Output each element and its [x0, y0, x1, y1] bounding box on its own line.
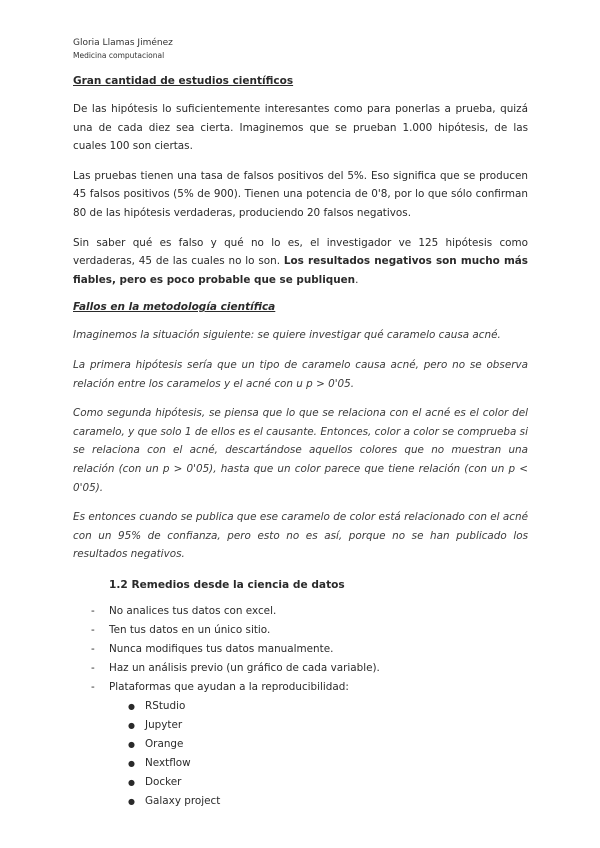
list-item: ● RStudio — [73, 697, 528, 716]
paragraph-italic: Es entonces cuando se publica que ese caramelo de color está relacionado con el acné con un 95% de confianza, pero esto no es así, porque no se han publicado los resultados negativos. — [73, 511, 528, 561]
paragraph: Las pruebas tienen una tasa de falsos positivos del 5%. Eso significa que se producen 45 falsos positivos (5% de 900). Tienen una potencia de 0'8, por lo que sólo confirman 80 de las hipótesis verdaderas, produciendo 20 falsos negativos. — [73, 169, 528, 219]
section-title-fallos: Fallos en la metodología científica — [73, 301, 276, 314]
list-item: ● Jupyter — [73, 716, 528, 735]
list-item: ● Nextflow — [73, 754, 528, 773]
paragraph — [73, 234, 528, 290]
paragraph: De las hipótesis lo suficientemente interesantes como para ponerlas a prueba, quizá una de cada diez sea cierta. Imaginemos que se prueban 1.000 hipótesis, de las cuales 100 son ciertas. — [73, 103, 528, 153]
header-subject: Medicina computacional — [73, 51, 165, 60]
list-item: ● Docker — [73, 773, 528, 792]
paragraph-end: . — [355, 273, 359, 286]
platforms-list — [73, 697, 528, 811]
paragraph-bold-text: Los resultados negativos son mucho más fiables, pero es poco probable que se publiquen — [73, 255, 528, 286]
list-item: - No analices tus datos con excel. — [73, 602, 528, 621]
list-item: - Ten tus datos en un único sitio. — [73, 621, 528, 640]
document-body — [73, 74, 528, 811]
list-item: ● Orange — [73, 735, 528, 754]
page-header — [73, 37, 173, 62]
header-author: Gloria Llamas Jiménez — [73, 38, 173, 48]
subsection-title-remedios: 1.2 Remedios desde la ciencia de datos — [109, 578, 345, 591]
paragraph-italic: Imaginemos la situación siguiente: se quiere investigar qué caramelo causa acné. — [73, 329, 501, 342]
list-item: - Nunca modifiques tus datos manualmente. — [73, 640, 528, 659]
paragraph-italic: La primera hipótesis sería que un tipo de caramelo causa acné, pero no se observa relación entre los caramelos y el acné con u p > 0'05. — [73, 358, 528, 390]
list-item: ● Galaxy project — [73, 792, 528, 811]
paragraph-italic: Como segunda hipótesis, se piensa que lo que se relaciona con el acné es el color del caramelo, y que solo 1 de ellos es el causante. Entonces, color a color se comprueba si se relaciona con el acné, descartándose aquellos colores que no muestran una relación (con un p > 0'05), hasta que un color parece que tiene relación (con un p < 0'05). — [73, 407, 528, 494]
list-item: - Haz un análisis previo (un gráfico de cada variable). — [73, 659, 528, 678]
paragraph-text: Sin saber qué es falso y qué no lo es, el investigador ve 125 hipótesis como verdaderas, 45 de las cuales no lo son. — [73, 236, 528, 268]
list-item: - Plataformas que ayudan a la reproducibilidad: — [73, 678, 528, 697]
remedies-list — [73, 602, 528, 697]
section-title-estudios: Gran cantidad de estudios científicos — [73, 75, 294, 87]
